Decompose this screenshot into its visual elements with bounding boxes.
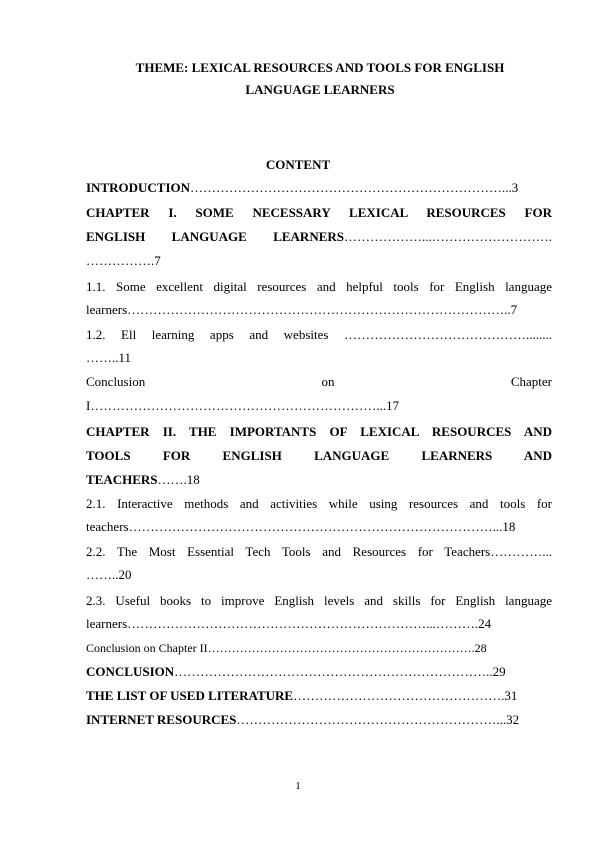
toc-chapter-2-label: TEACHERS — [86, 472, 158, 487]
toc-section-1-1-line-2: learners……………………………………………………………………………..7 — [86, 302, 518, 317]
toc-chapter-2-line-3 — [86, 472, 552, 488]
toc-conclusion-label: CONCLUSION — [86, 664, 175, 679]
toc-literature-leader: ………………………………………….31 — [293, 688, 518, 703]
theme-title-line-1: THEME: LEXICAL RESOURCES AND TOOLS FOR ENGLISH — [135, 60, 505, 75]
toc-conclusion-chapter-1-line-2: I…………………………………………………………...17 — [86, 398, 400, 413]
toc-literature-label: THE LIST OF USED LITERATURE — [86, 688, 294, 703]
toc-introduction-leader: ………………………………………………………………...3 — [190, 180, 519, 195]
toc-section-2-3-line-2: learners……………………………………………………………...……….24 — [86, 616, 492, 631]
toc-section-2-2-line-1: 2.2. The Most Essential Tech Tools and Resources for Teachers…………... — [86, 544, 552, 559]
toc-section-2-1-line-1: 2.1. Interactive methods and activities while using resources and tools for — [86, 496, 552, 511]
toc-conclusion-chapter-1-line-1: Conclusion on Chapter — [86, 374, 552, 389]
toc-section-2-3-line-1: 2.3. Useful books to improve English levels and skills for English language — [86, 593, 552, 608]
toc-section-2-1-line-2: teachers…………………………………………………………………………...18 — [86, 519, 516, 534]
toc-chapter-1-line-3: …………….7 — [86, 253, 161, 268]
toc-section-1-1-line-1: 1.1. Some excellent digital resources and helpful tools for English language — [86, 279, 552, 294]
toc-section-1-2-line-2: ……..11 — [86, 350, 132, 365]
toc-chapter-1-leader: ………………...………………………. — [344, 229, 552, 244]
toc-introduction-label: INTRODUCTION — [86, 180, 191, 195]
toc-chapter-1-label: ENGLISH LANGUAGE LEARNERS — [86, 229, 344, 244]
toc-chapter-1-line-1: CHAPTER I. SOME NECESSARY LEXICAL RESOURCES FOR — [86, 205, 552, 220]
toc-conclusion-leader: ………………………………………………………………..29 — [174, 664, 506, 679]
toc-internet-resources-leader: ……………………………………………………...32 — [236, 712, 520, 727]
toc-introduction — [86, 180, 552, 196]
theme-title-line-2: LANGUAGE LEARNERS — [245, 82, 395, 97]
toc-section-1-2-line-1: 1.2. Ell learning apps and websites ……………………………………........ — [86, 327, 552, 342]
page-number: 1 — [295, 780, 301, 792]
toc-chapter-2-line-2: TOOLS FOR ENGLISH LANGUAGE LEARNERS AND — [86, 448, 552, 463]
toc-conclusion-chapter-2: Conclusion on Chapter II………………………………………………………….28 — [86, 641, 487, 655]
toc-section-2-2-line-2: ……..20 — [86, 567, 132, 582]
content-heading: CONTENT — [265, 157, 331, 172]
toc-internet-resources-label: INTERNET RESOURCES — [86, 712, 237, 727]
toc-chapter-2-leader: …….18 — [157, 472, 200, 487]
toc-chapter-1-line-2 — [86, 229, 552, 245]
toc-chapter-2-line-1: CHAPTER II. THE IMPORTANTS OF LEXICAL RESOURCES AND — [86, 424, 552, 439]
toc-internet-resources — [86, 712, 552, 728]
toc-conclusion — [86, 664, 552, 680]
toc-literature — [86, 688, 552, 704]
